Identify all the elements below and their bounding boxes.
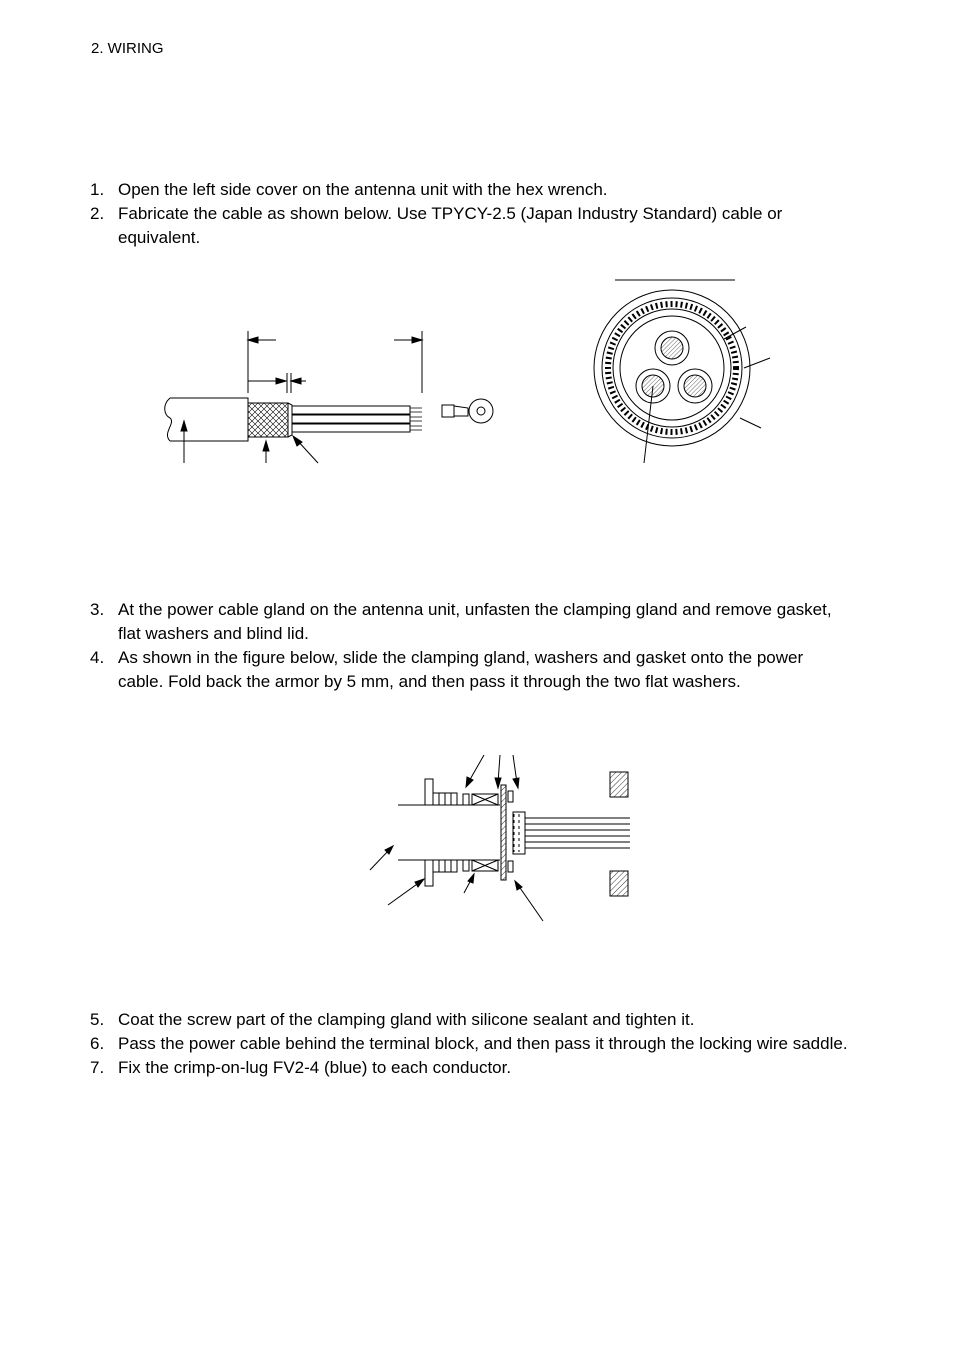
instruction-list-2 [90,598,850,694]
step-number: 2. [90,204,105,223]
section-header: 2. WIRING [91,40,164,57]
step-item [90,1056,850,1080]
step-number: 6. [90,1034,105,1053]
cable-cross-section [594,280,770,463]
step-number: 1. [90,180,105,199]
step-text: As shown in the figure below, slide the clamping gland, washers and gasket onto the power cable. Fold back the armor by 5 mm, and then pass it through the two flat washers. [118,648,804,691]
step-item [90,1008,850,1032]
step-item [90,178,850,202]
step-item [90,646,850,694]
cable-fabrication-figure [150,265,780,475]
step-number: 7. [90,1058,105,1077]
step-text: At the power cable gland on the antenna unit, unfasten the clamping gland and remove gasket, flat washers and blind lid. [118,600,832,643]
step-number: 4. [90,648,105,667]
step-text: Pass the power cable behind the terminal block, and then pass it through the locking wire saddle. [118,1034,848,1053]
step-number: 3. [90,600,105,619]
instruction-list-1 [90,178,850,250]
step-item [90,598,850,646]
cable-side-view [165,331,493,463]
step-item [90,202,850,250]
step-number: 5. [90,1010,105,1029]
step-text: Coat the screw part of the clamping gland with silicone sealant and tighten it. [118,1010,695,1029]
gland-assembly-figure [360,745,640,930]
step-item [90,1032,850,1056]
instruction-list-3 [90,1008,850,1080]
step-text: Fabricate the cable as shown below. Use TPYCY-2.5 (Japan Industry Standard) cable or equivalent. [118,204,783,247]
step-text: Fix the crimp-on-lug FV2-4 (blue) to each conductor. [118,1058,512,1077]
step-text: Open the left side cover on the antenna unit with the hex wrench. [118,180,608,199]
